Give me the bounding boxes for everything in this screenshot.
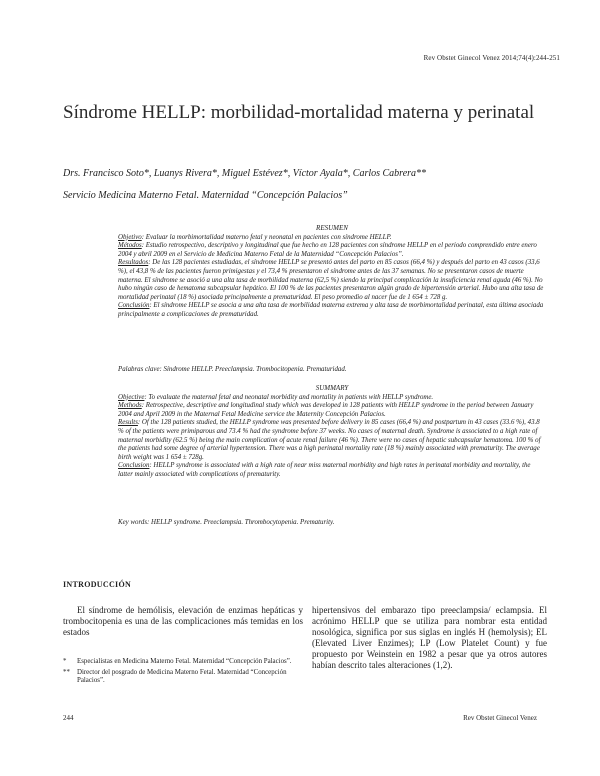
summary-objective [118,394,546,403]
page-number: 244 [63,714,74,722]
footnote-mark: * [63,658,67,665]
resumen-block [118,224,546,320]
summary-results [118,419,546,462]
footer-journal: Rev Obstet Ginecol Venez [463,714,537,722]
author-list: Drs. Francisco Soto*, Luanys Rivera*, Miguel Estévez*, Víctor Ayala*, Carlos Cabrera** [63,168,427,179]
text: : De las 128 pacientes estudiadas, el síndrome HELLP se presentó antes del parto en 85 casos (66,4 %) y después del parto en 43 casos (33,6 %), el 43,8 % de las pacientes fueron primigestas y el 73,4 % presentaron el síndrome antes de las 37 semanas. No se presentaron casos de muerte materna. El síndrome se asoció a una alta tasa de morbilidad materna (62,5 %) siendo la principal complicación la insuficiencia renal aguda (46 %). No hubo ningún caso de hematoma subcapsular hepático. El 100 % de las pacientes presentaron algún grado de hipertensión arterial. Hubo una alta tasa de mortalidad perinatal (18 %) asociada principalmente a prematuridad. El peso promedio al nacer fue de 1 654 ± 728 g. [118,259,544,301]
intro-paragraph-1: El síndrome de hemólisis, elevación de enzimas hepáticas y trombocitopenia es una de las complicaciones más temidas en los estados [63,605,303,637]
text: : HELLP syndrome is associated with a high rate of near miss maternal morbidity and high rates in perinatal morbidity and mortality, the latter mainly associated with complications of prematurity. [118,462,531,478]
text: : Of the 128 patients studied, the HELLP syndrome was presented before delivery in 85 cases (66,4 %) and postpartum in 43 cases (33.6 %), 43.8 % of the patients were primiparous and 73.4 % had the syndrome before 37 weeks. No cases of maternal death. Syndrome is associated to a high rate of maternal morbidity (62.5 %) being the main complication of acute renal failure (46 %). There were no cases of hepatic subcapsular hematoma. 100 % of the patients had some degree of arterial hypertension. There was a high perinatal mortality rate (18 %) mainly associated with prematurity. The average birth weight was 1 654 ± 728g. [118,419,541,461]
summary-block [118,384,546,480]
label: Conclusion [118,462,150,470]
summary-conclusion [118,462,546,479]
label: Objetivo [118,233,142,241]
intro-column-2 [312,605,547,671]
section-heading-introduccion: INTRODUCCIÓN [63,580,132,589]
text: : El síndrome HELLP se asocia a una alta tasa de morbilidad materna extrema y alta tasa de morbimortalidad perinatal, esta última asociada principalmente a complicaciones de prematuridad. [118,302,544,318]
intro-paragraph-2: hipertensivos del embarazo tipo preeclampsia/ eclampsia. El acrónimo HELLP que se utiliza para nombrar esta entidad nosológica, significa por sus siglas en inglés H (hemolysis); EL (Elevated Liver Enzimes); LP (Low Platelet Count) y fue propuesto por Weinstein en 1982 a pesar que ya otros autores habían descrito tales alteraciones (1,2). [312,605,547,670]
resumen-resultados [118,259,546,302]
palabras-clave: Palabras clave: Síndrome HELLP. Preeclampsia. Trombocitopenia. Prematuridad. [118,366,347,373]
footnote [63,669,303,685]
footnote-mark: ** [63,669,70,676]
resumen-objetivo [118,234,546,243]
article-title: Síndrome HELLP: morbilidad-mortalidad materna y perinatal [63,102,535,123]
label: Methods [118,402,142,410]
keywords: Key words: HELLP syndrome. Preeclampsia. Thrombocytopenia. Prematurity. [118,519,335,526]
footnotes [63,658,303,688]
resumen-heading: RESUMEN [316,224,348,232]
footnote-text: Especialistas en Medicina Materno Fetal. Maternidad “Concepción Palacios”. [77,658,292,665]
label: Conclusión [118,302,150,310]
summary-methods [118,402,546,419]
text: : Estudio retrospectivo, descriptivo y longitudinal que fue hecho en 128 pacientes con síndrome HELLP en el periodo comprendido entre enero 2004 y abril 2009 en el Servicio de Medicina Materno Fetal de la Maternidad “Concepción Palacios”. [118,242,537,258]
label: Resultados [118,259,149,267]
text: : Retrospective, descriptive and longitudinal study which was developed in 128 patients with HELLP syndrome in the period between January 2004 and April 2009 in the Maternal Fetal Medicine service the Maternity Concepción Palacios. [118,402,534,418]
text: : Evaluar la morbimortalidad materno fetal y neonatal en pacientes con síndrome HELLP. [141,233,392,241]
text: : To evaluate the maternal fetal and neonatal morbidity and mortality in patients with HELLP syndrome. [144,393,434,401]
footnote-text: Director del posgrado de Medicina Materno Fetal. Maternidad “Concepción Palacios”. [77,669,287,684]
footnote [63,658,303,666]
resumen-conclusion [118,302,546,319]
summary-heading: SUMMARY [315,384,349,392]
resumen-metodos [118,242,546,259]
running-header-citation: Rev Obstet Ginecol Venez 2014;74(4):244-251 [423,54,560,62]
label: Objective [118,393,145,401]
intro-column-1 [63,605,303,638]
label: Métodos [118,242,142,250]
label: Results [118,419,138,427]
affiliation: Servicio Medicina Materno Fetal. Maternidad “Concepción Palacios” [63,190,348,201]
